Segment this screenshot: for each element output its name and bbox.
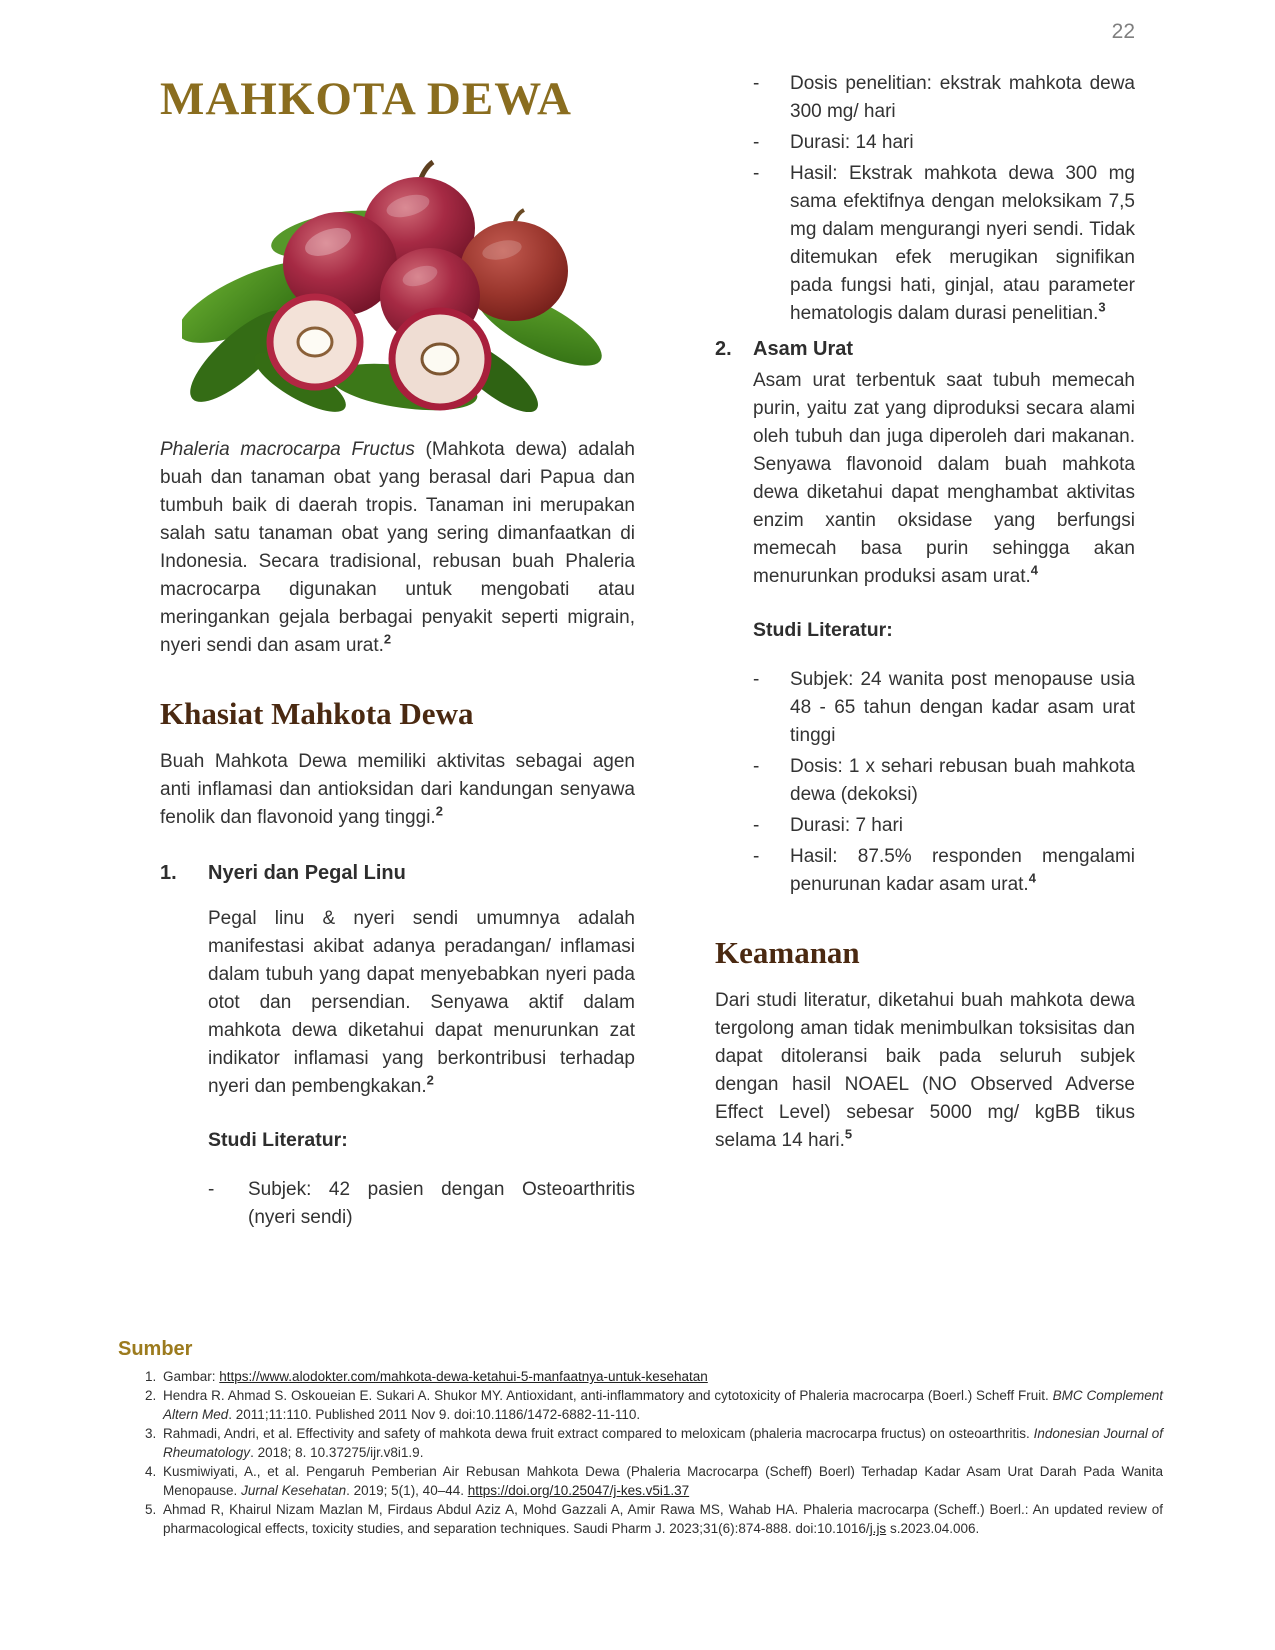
reference-text	[163, 1386, 1163, 1424]
reference-text	[163, 1424, 1163, 1462]
reference-item	[145, 1500, 1163, 1538]
list-item	[753, 843, 1135, 899]
reference-number: 4.	[145, 1464, 157, 1479]
reference-doi-fragment[interactable]: j.js	[869, 1521, 887, 1536]
latin-name: Phaleria macrocarpa Fructus	[160, 439, 415, 460]
item1-paragraph	[208, 905, 635, 1101]
reference-before: Hendra R. Ahmad S. Oskoueian E. Sukari A. Shukor MY. Antioxidant, anti-inflammatory and cytotoxicity of Phaleria macrocarpa (Boerl.) Scheff Fruit.	[163, 1388, 1053, 1403]
fruit-illustration	[182, 144, 614, 412]
bullet-text: Dosis penelitian: ekstrak mahkota dewa 300 mg/ hari	[790, 73, 1135, 122]
reference-after: s.2023.04.006.	[886, 1521, 980, 1536]
bullet-text: Dosis: 1 x sehari rebusan buah mahkota dewa (dekoksi)	[790, 756, 1135, 805]
reference-item	[145, 1386, 1163, 1424]
citation-sup: 4	[1028, 870, 1036, 886]
page-title: MAHKOTA DEWA	[160, 73, 572, 125]
keamanan-text: Dari studi literatur, diketahui buah mahkota dewa tergolong aman tidak menimbulkan toksisitas dan dapat ditoleransi baik pada seluruh subjek dengan hasil NOAEL (NO Observed Adverse Effect Level) sebesar 5000 mg/ kgBB tikus selama 14 hari.	[715, 990, 1135, 1151]
item1-bullet-list	[208, 1176, 635, 1232]
bullet-text: Durasi: 14 hari	[790, 132, 914, 153]
citation-sup: 4	[1030, 562, 1038, 578]
reference-link[interactable]: https://doi.org/10.25047/j-kes.v5i1.37	[467, 1483, 690, 1498]
bullet-dash: -	[753, 132, 760, 153]
bullet-dash: -	[753, 756, 760, 777]
reference-journal: BMC Complement Altern Med	[163, 1388, 1163, 1422]
reference-journal: Jurnal Kesehatan	[241, 1483, 347, 1498]
list-item	[753, 666, 1135, 750]
bullet-dash: -	[753, 669, 760, 690]
section-heading-khasiat: Khasiat Mahkota Dewa	[160, 696, 474, 731]
list-item-2-heading	[715, 338, 1135, 361]
bullet-dash: -	[753, 73, 760, 94]
reference-before: Kusmiwiyati, A., et al. Pengaruh Pemberian Air Rebusan Mahkota Dewa (Phaleria Macrocarpa (Scheff) Boerl) Terhadap Kadar Asam Urat Darah Pada Wanita Menopause.	[163, 1464, 1163, 1498]
intro-text: (Mahkota dewa) adalah buah dan tanaman obat yang berasal dari Papua dan tumbuh baik di daerah tropis. Tanaman ini merupakan salah satu tanaman obat yang sering dimanfaatkan di Indonesia. Secara tradisional, rebusan buah Phaleria macrocarpa digunakan untuk mengobati atau meringankan gejala berbagai penyakit seperti migrain, nyeri sendi dan asam urat.	[160, 439, 636, 656]
reference-item	[145, 1367, 1163, 1386]
citation-sup: 2	[426, 1072, 434, 1088]
list-heading-text: Nyeri dan Pegal Linu	[208, 862, 406, 884]
section-heading-keamanan: Keamanan	[715, 935, 860, 970]
reference-after: . 2018; 8. 10.37275/ijr.v8i1.9.	[250, 1445, 424, 1460]
bullet-text-main: Hasil: Ekstrak mahkota dewa 300 mg sama efektifnya dengan meloksikam 7,5 mg dalam mengurangi nyeri sendi. Tidak ditemukan efek merugikan signifikan pada fungsi hati, ginjal, atau parameter hematologis dalam durasi penelitian.	[790, 163, 1135, 324]
intro-paragraph	[160, 436, 635, 660]
item2-paragraph	[753, 367, 1135, 591]
bullet-text-main: Hasil: 87.5% responden mengalami penurunan kadar asam urat.	[790, 846, 1135, 895]
reference-number: 2.	[145, 1388, 157, 1403]
reference-list	[145, 1367, 1163, 1538]
list-item	[753, 70, 1135, 126]
citation-sup: 2	[435, 803, 443, 819]
bullet-dash: -	[753, 815, 760, 836]
reference-before: Rahmadi, Andri, et al. Effectivity and safety of mahkota dewa fruit extract compared to meloxicam (phaleria macrocarpa fructus) on osteoarthritis.	[163, 1426, 1034, 1441]
bullet-text	[790, 843, 1135, 899]
reference-item	[145, 1462, 1163, 1500]
list-item	[753, 753, 1135, 809]
list-item	[208, 1176, 635, 1232]
two-column-layout	[160, 58, 1135, 1235]
reference-text	[163, 1367, 1163, 1386]
bullet-text: Subjek: 42 pasien dengan Osteoarthritis (nyeri sendi)	[248, 1179, 635, 1228]
bullet-dash: -	[753, 846, 760, 867]
item1-text: Pegal linu & nyeri sendi umumnya adalah manifestasi akibat adanya peradangan/ inflamasi dalam tubuh yang dapat menyebabkan nyeri pada otot dan persendian. Senyawa aktif dalam mahkota dewa diketahui dapat menurunkan zat indikator inflamasi yang berkontribusi terhadap nyeri dan pembengkakan.	[208, 908, 635, 1097]
sumber-heading: Sumber	[118, 1338, 193, 1360]
page-number: 22	[1111, 20, 1135, 43]
list-item-1-heading	[160, 862, 635, 885]
item2-text: Asam urat terbentuk saat tubuh memecah purin, yaitu zat yang diproduksi secara alami oleh tubuh dan juga diperoleh dari makanan. Senyawa flavonoid dalam buah mahkota dewa diketahui dapat menghambat aktivitas enzim xantin oksidase yang berfungsi memecah basa purin sehingga akan menurunkan produksi asam urat.	[753, 370, 1135, 587]
item2-bullet-list	[753, 666, 1135, 899]
studi-literatur-label: Studi Literatur:	[208, 1129, 348, 1151]
reference-text	[163, 1500, 1163, 1538]
list-heading-text: Asam Urat	[753, 338, 854, 360]
keamanan-paragraph	[715, 987, 1135, 1155]
khasiat-text: Buah Mahkota Dewa memiliki aktivitas sebagai agen anti inflamasi dan antioksidan dari kandungan senyawa fenolik dan flavonoid yang tinggi.	[160, 751, 635, 828]
citation-sup: 5	[844, 1126, 853, 1142]
right-column	[715, 58, 1135, 1235]
bullet-text	[790, 160, 1135, 328]
left-column	[160, 58, 635, 1235]
references-footer	[118, 1338, 1163, 1538]
top-bullet-list	[753, 70, 1135, 328]
list-item	[753, 812, 1135, 840]
reference-number: 3.	[145, 1426, 157, 1441]
reference-item	[145, 1424, 1163, 1462]
list-item	[753, 129, 1135, 157]
reference-number: 5.	[145, 1502, 157, 1517]
mahkota-dewa-fruit-image	[182, 144, 614, 412]
reference-number: 1.	[145, 1369, 157, 1384]
bullet-dash: -	[753, 163, 760, 184]
bullet-text: Durasi: 7 hari	[790, 815, 903, 836]
citation-sup: 2	[383, 631, 392, 647]
reference-after: . 2011;11:110. Published 2011 Nov 9. doi:10.1186/1472-6882-11-110.	[228, 1407, 641, 1422]
reference-mid: . 2019; 5(1), 40–44.	[346, 1483, 468, 1498]
reference-prefix: Gambar:	[163, 1369, 220, 1384]
khasiat-paragraph	[160, 748, 635, 832]
list-number: 1.	[160, 862, 177, 884]
reference-before: Ahmad R, Khairul Nizam Mazlan M, Firdaus Abdul Aziz A, Mohd Gazzali A, Amir Rawa MS, Wahab HA. Phaleria macrocarpa (Scheff.) Boerl.: An updated review of pharmacological effects, toxicity studies, and separation techniques. Saudi Pharm J. 2023;31(6):874-888. doi:10.1016/	[163, 1502, 1163, 1536]
reference-journal: Indonesian Journal of Rheumatology	[163, 1426, 1164, 1460]
reference-link[interactable]: https://www.alodokter.com/mahkota-dewa-ketahui-5-manfaatnya-untuk-kesehatan	[219, 1369, 708, 1384]
list-number: 2.	[715, 338, 732, 360]
bullet-text: Subjek: 24 wanita post menopause usia 48 - 65 tahun dengan kadar asam urat tinggi	[790, 669, 1135, 746]
reference-text	[163, 1462, 1163, 1500]
studi-literatur-label: Studi Literatur:	[753, 619, 893, 641]
bullet-dash: -	[208, 1179, 215, 1200]
citation-sup: 3	[1098, 299, 1106, 315]
list-item	[753, 160, 1135, 328]
